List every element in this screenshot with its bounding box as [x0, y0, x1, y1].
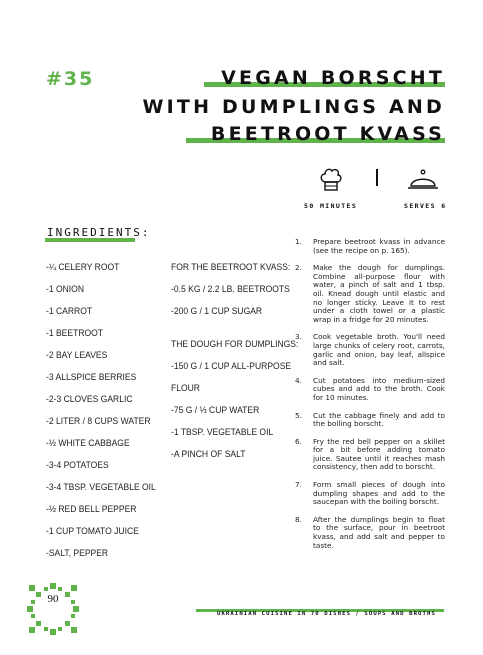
title-line-3: BEETROOT KVASS [210, 123, 445, 145]
ingredient-item: -200 G / 1 CUP SUGAR [171, 306, 263, 316]
step-item [295, 438, 445, 472]
ingredient-item: -½ RED BELL PEPPER [46, 504, 137, 514]
ingredient-item: -0.5 KG / 2.2 LB. BEETROOTS [171, 284, 290, 294]
meta-divider [376, 169, 378, 186]
ingredient-item: -1 CUP TOMATO JUICE [46, 526, 139, 536]
title-line-2: WITH DUMPLINGS AND [142, 96, 445, 118]
step-number: 3. [295, 332, 302, 342]
recipe-number: #35 [46, 68, 95, 90]
title-line-1: VEGAN BORSCHT [221, 67, 445, 89]
ingredient-item: -1 BEETROOT [46, 328, 104, 338]
page-number: 90 [47, 593, 59, 605]
ingredient-item: -2-3 CLOVES GARLIC [46, 394, 133, 404]
instructions-list [295, 238, 445, 559]
step-number: 4. [295, 375, 302, 385]
ingredients-heading: INGREDIENTS: [47, 226, 151, 239]
step-text: Prepare beetroot kvass in advance (see the recipe on p. 165). [313, 237, 445, 255]
step-item [295, 333, 445, 367]
step-text: Fry the red bell pepper on a skillet for a bit before adding tomato juice. Sautee until it reaches mash consistency, then add to borscht. [313, 436, 445, 472]
ingredient-item: -2 BAY LEAVES [46, 350, 108, 360]
ingredient-item: -150 G / 1 CUP ALL-PURPOSE [171, 361, 292, 371]
step-text: Cut potatoes into medium-sized cubes and add to the broth. Cook for 10 minutes. [313, 375, 445, 402]
step-item [295, 377, 445, 403]
step-text: Make the dough for dumplings. Combine all-purpose flour with water, a pinch of salt and 1 tbsp. oil. Knead dough until elastic and no longer sticky. Leave it to rest under a cloth towel or a plastic wrap in a fridge for 20 minutes. [313, 263, 445, 324]
ingredient-item: -75 G / ⅓ CUP WATER [171, 405, 260, 415]
ingredient-item: -3-4 POTATOES [46, 460, 109, 470]
ingredient-item: -½ WHITE CABBAGE [46, 438, 130, 448]
step-text: After the dumplings begin to float to the surface, pour in beetroot kvass, and add salt and pepper to taste. [313, 514, 445, 550]
dough-heading: THE DOUGH FOR DUMPLINGS: [171, 339, 299, 349]
running-title: UKRAINIAN CUISINE IN 70 DISHES / SOUPS AND BROTHS [217, 611, 436, 617]
kvass-heading: FOR THE BEETROOT KVASS: [171, 262, 291, 272]
ingredient-item: -2 LITER / 8 CUPS WATER [46, 416, 151, 426]
servings: SERVES 6 [404, 202, 447, 210]
step-number: 1. [295, 237, 302, 246]
ingredient-item: -3-4 TBSP. VEGETABLE OIL [46, 482, 156, 492]
step-text: Cook vegetable broth. You'll need large chunks of celery root, carrots, garlic and onion, bay leaf, allspice and salt. [313, 332, 445, 368]
cloche-icon [407, 168, 439, 192]
ingredient-item: -1 CARROT [46, 306, 93, 316]
step-item [295, 516, 445, 550]
step-text: Cut the cabbage finely and add to the boiling borscht. [313, 410, 445, 429]
ingredient-item: -1 ONION [46, 284, 85, 294]
ornament-icon [27, 583, 79, 635]
ingredient-item: -3 ALLSPICE BERRIES [46, 372, 137, 382]
ingredient-item: -¼ CELERY ROOT [46, 262, 120, 272]
ingredient-item: -SALT, PEPPER [46, 548, 109, 558]
step-number: 6. [295, 436, 302, 446]
chef-hat-icon [319, 166, 343, 192]
step-text: Form small pieces of dough into dumpling shapes and add to the saucepan with the boiling borscht. [313, 480, 445, 507]
step-number: 2. [295, 263, 302, 273]
step-number: 7. [295, 480, 302, 490]
step-item [295, 412, 445, 429]
step-number: 8. [295, 514, 302, 524]
ingredient-item: FLOUR [171, 383, 200, 393]
step-item [295, 264, 445, 324]
cooking-time: 50 MINUTES [304, 202, 358, 210]
step-number: 5. [295, 410, 302, 420]
ingredient-item: -1 TBSP. VEGETABLE OIL [171, 427, 274, 437]
ingredient-item: -A PINCH OF SALT [171, 449, 246, 459]
step-item [295, 481, 445, 507]
step-item [295, 238, 445, 255]
